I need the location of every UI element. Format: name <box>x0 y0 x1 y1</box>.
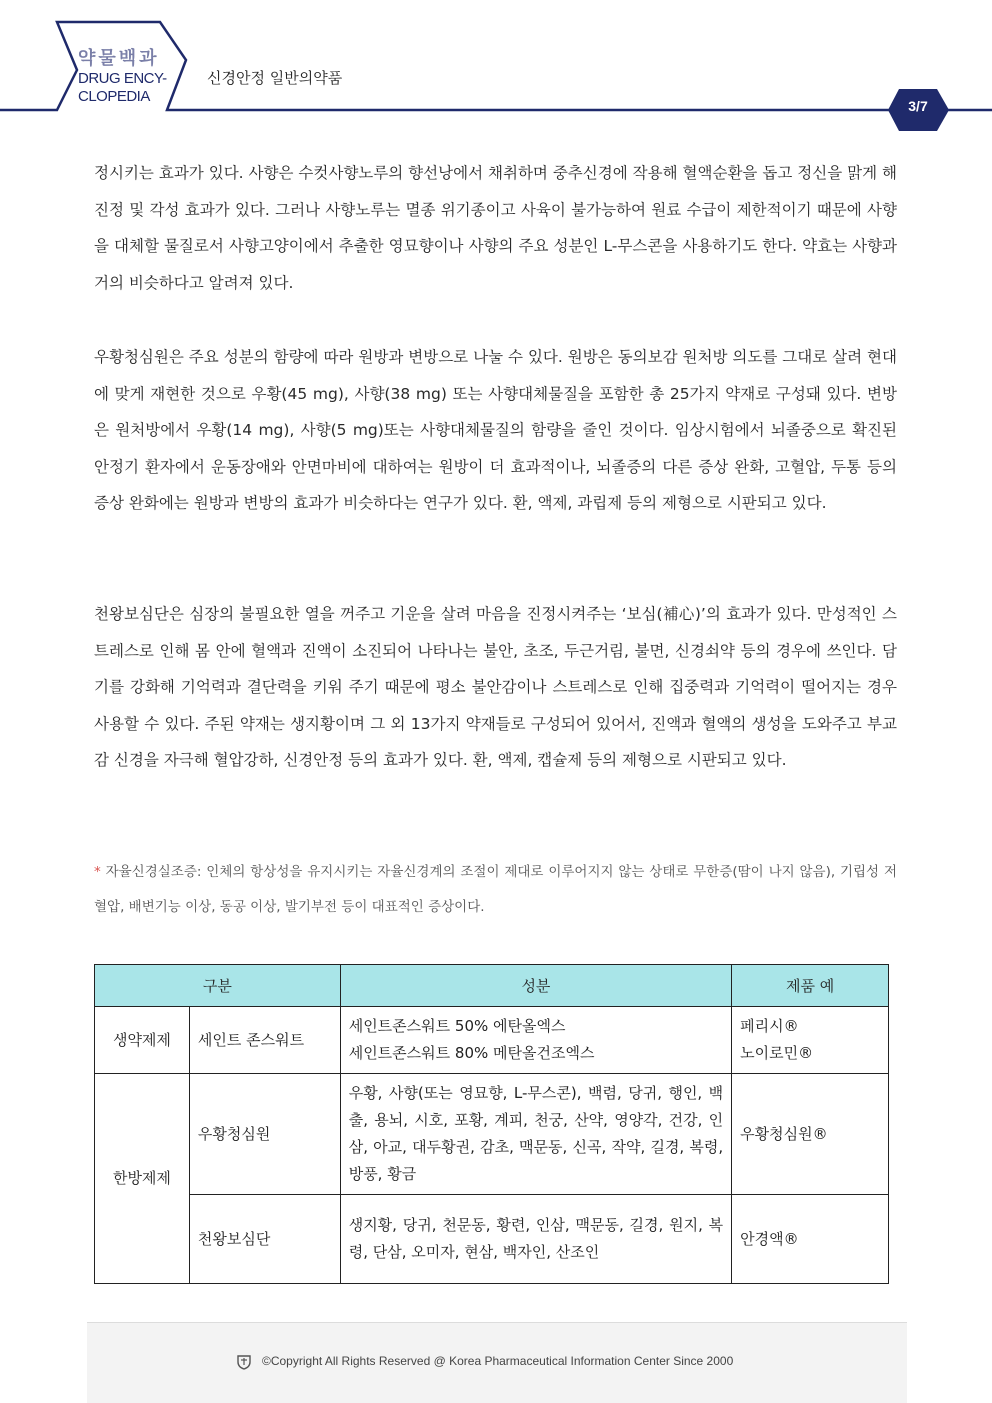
header-product: 제품 예 <box>732 965 889 1007</box>
footnote-text: 자율신경실조증: 인체의 항상성을 유지시키는 자율신경계의 조절이 제대로 이루어지지 않는 상태로 무한증(땀이 나지 않음), 기립성 저혈압, 배변기능 이상, 동공 이상, 발기부전 등이 대표적인 증상이다. <box>94 864 897 915</box>
table-row <box>95 1074 889 1195</box>
header-ingredient: 성분 <box>340 965 731 1007</box>
cell-ingredients-uhwang: 우황, 사향(또는 영묘향, L-무스콘), 백렴, 당귀, 행인, 백출, 용뇌, 시호, 포황, 계피, 천궁, 산약, 영양각, 건강, 인삼, 아교, 대두황권, 감초, 맥문동, 신곡, 작약, 길경, 복령, 방풍, 황금 <box>340 1074 731 1195</box>
logo-english-line1: DRUG ENCY- <box>78 70 167 87</box>
ingredient-line: 세인트존스워트 50% 에탄올엑스 <box>348 1017 566 1035</box>
ingredient-line: 세인트존스워트 80% 메탄올건조엑스 <box>348 1044 595 1062</box>
cell-group-oriental: 한방제제 <box>95 1074 190 1284</box>
logo-korean: 약물백과 <box>78 48 160 68</box>
header-title: 신경안정 일반의약품 <box>207 69 343 87</box>
cell-group-herbal: 생약제제 <box>95 1007 190 1074</box>
product-name: 페리시® <box>740 1017 799 1035</box>
cell-products-stjohns <box>732 1007 889 1074</box>
shield-icon <box>236 1354 252 1370</box>
table-header-row <box>95 965 889 1007</box>
footnote-marker: * <box>94 864 101 880</box>
logo-english-line2: CLOPEDIA <box>78 88 150 105</box>
cell-ingredients-cheonwang: 생지황, 당귀, 천문동, 황련, 인삼, 맥문동, 길경, 원지, 복령, 단삼, 오미자, 현삼, 백자인, 산조인 <box>340 1195 731 1284</box>
table-row <box>95 1007 889 1074</box>
header-category: 구분 <box>95 965 341 1007</box>
ingredient-table <box>94 964 889 1284</box>
paragraph-musk: 정시키는 효과가 있다. 사향은 수컷사향노루의 향선낭에서 채취하며 중추신경에 작용해 혈액순환을 돕고 정신을 맑게 해 진정 및 각성 효과가 있다. 그러나 사향노루는 멸종 위기종이고 사육이 불가능하여 원료 수급이 제한적이기 때문에 사향을 대체할 물질로서 사향고양이에서 추출한 영묘향이나 사향의 주요 성분인 L-무스콘을 사용하기도 한다. 약효는 사향과 거의 비슷하다고 알려져 있다. <box>94 164 897 292</box>
product-name: 노이로민® <box>740 1044 814 1062</box>
cell-name-stjohns: 세인트 존스워트 <box>189 1007 340 1074</box>
cell-product-uhwang: 우황청심원® <box>732 1074 889 1195</box>
cell-ingredients-stjohns <box>340 1007 731 1074</box>
footer-copyright: ©Copyright All Rights Reserved @ Korea Pharmaceutical Information Center Since 2000 <box>262 1354 734 1368</box>
cell-product-cheonwang: 안경액® <box>732 1195 889 1284</box>
paragraph-uhwang: 우황청심원은 주요 성분의 함량에 따라 원방과 변방으로 나눌 수 있다. 원방은 동의보감 원처방 의도를 그대로 살려 현대에 맞게 재현한 것으로 우황(45 mg), 사향(38 mg) 또는 사향대체물질을 포함한 총 25가지 약재로 구성돼 있다. 변방은 원처방에서 우황(14 mg), 사향(5 mg)또는 사향대체물질의 함량을 줄인 것이다. 임상시험에서 뇌졸중으로 확진된 안정기 환자에서 운동장애와 안면마비에 대하여는 원방이 더 효과적이나, 뇌졸증의 다른 증상 완화, 고혈압, 두통 등의 증상 완화에는 원방과 변방의 효과가 비슷하다는 연구가 있다. 환, 액제, 과립제 등의 제형으로 시판되고 있다. <box>94 348 897 513</box>
cell-name-cheonwang: 천왕보심단 <box>189 1195 340 1284</box>
table-row <box>95 1195 889 1284</box>
footnote <box>94 855 897 925</box>
cell-name-uhwang: 우황청심원 <box>189 1074 340 1195</box>
paragraph-cheonwang: 천왕보심단은 심장의 불필요한 열을 꺼주고 기운을 살려 마음을 진정시켜주는 ‘보심(補心)’의 효과가 있다. 만성적인 스트레스로 인해 몸 안에 혈액과 진액이 소진되어 나타나는 불안, 초조, 두근거림, 불면, 신경쇠약 등의 경우에 쓰인다. 담기를 강화해 기억력과 결단력을 키워 주기 때문에 평소 불안감이나 스트레스로 인해 집중력과 기억력이 떨어지는 경우 사용할 수 있다. 주된 약재는 생지황이며 그 외 13가지 약재들로 구성되어 있어서, 진액과 혈액의 생성을 도와주고 부교감 신경을 자극해 혈압강하, 신경안정 등의 효과가 있다. 환, 액제, 캡슐제 등의 제형으로 시판되고 있다. <box>94 605 897 770</box>
page-number: 3/7 <box>908 98 928 114</box>
